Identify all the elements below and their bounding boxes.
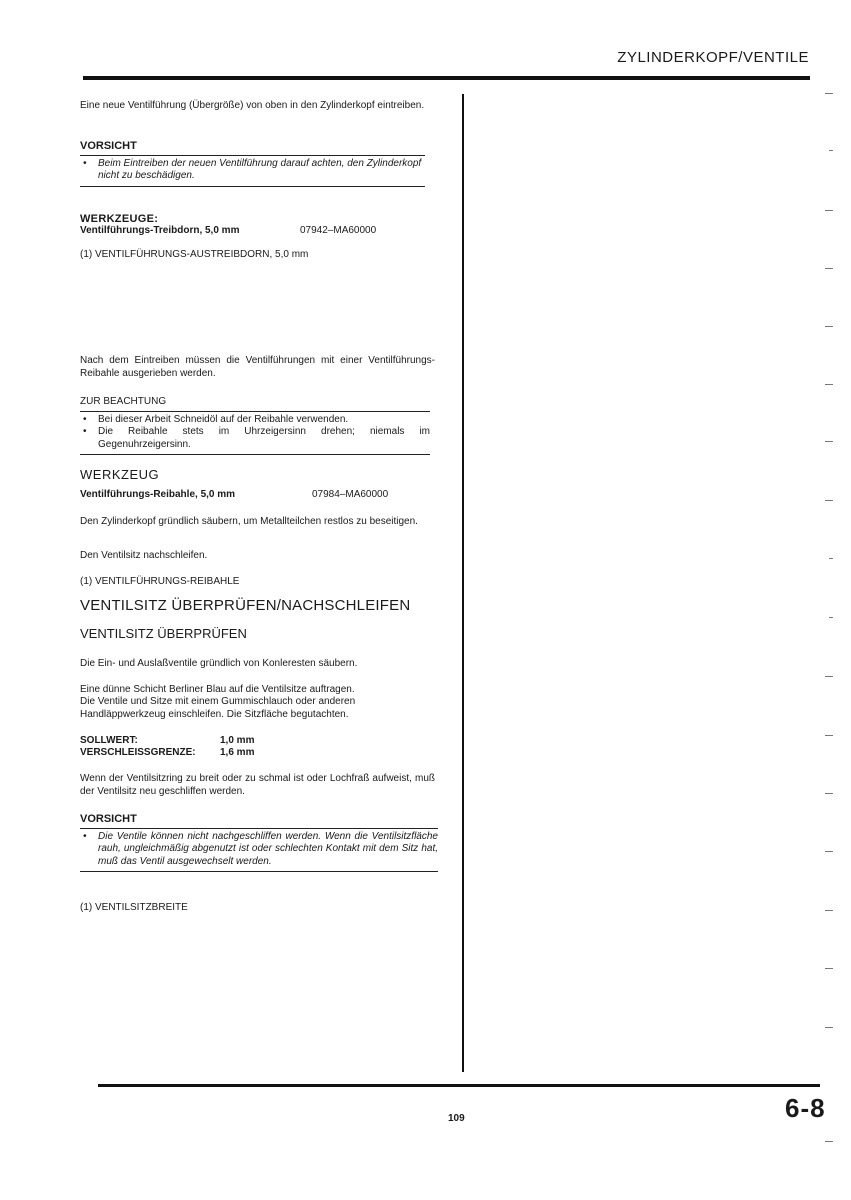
caution-box-1 xyxy=(80,140,425,187)
margin-mark xyxy=(825,500,833,501)
margin-mark xyxy=(825,268,833,269)
spec-standard xyxy=(80,735,435,748)
margin-mark xyxy=(825,210,833,211)
margin-mark xyxy=(825,326,833,327)
margin-mark xyxy=(825,441,833,442)
caution-text: • Beim Eintreiben der neuen Ventilführung darauf achten, den Zylinderkopf nicht zu beschädigen. xyxy=(80,158,425,183)
note-item-1: • Bei dieser Arbeit Schneidöl auf der Reibahle verwenden. xyxy=(80,414,430,427)
margin-mark xyxy=(829,617,833,618)
lap-paragraph: Die Ventile und Sitze mit einem Gummischlauch oder anderen Handläppwerkzeug einschleifen. Die Sitzfläche begutachten. xyxy=(80,696,356,720)
tools-heading: WERKZEUGE: xyxy=(80,213,159,225)
section-title: VENTILSITZ ÜBERPRÜFEN/NACHSCHLEIFEN xyxy=(80,597,411,614)
spec-value: 1,0 mm xyxy=(220,735,255,746)
note-box xyxy=(80,396,430,455)
spec-limit xyxy=(80,747,435,760)
left-column xyxy=(80,0,440,1080)
page-number: 109 xyxy=(448,1113,465,1124)
margin-mark xyxy=(825,910,833,911)
spec-label: SOLLWERT: xyxy=(80,735,138,746)
margin-mark xyxy=(825,1027,833,1028)
tool-heading-2: WERKZEUG xyxy=(80,467,160,482)
margin-mark xyxy=(825,676,833,677)
ream-paragraph: Nach dem Eintreiben müssen die Ventilführungen mit einer Ventilführungs-Reibahle ausgerieben werden. xyxy=(80,355,435,379)
margin-mark xyxy=(825,384,833,385)
tool-part-number: 07942–MA60000 xyxy=(300,225,377,236)
margin-mark xyxy=(825,1141,833,1142)
column-divider xyxy=(462,94,464,1072)
caution-title: VORSICHT xyxy=(80,140,137,152)
footer-rule xyxy=(98,1084,820,1087)
section-subtitle: VENTILSITZ ÜBERPRÜFEN xyxy=(80,626,247,641)
tool-row-1 xyxy=(80,225,435,238)
margin-mark xyxy=(825,851,833,852)
tool-name: Ventilführungs-Treibdorn, 5,0 mm xyxy=(80,225,240,236)
figure-caption-2: (1) VENTILFÜHRUNGS-REIBAHLE xyxy=(80,576,240,587)
margin-mark xyxy=(825,735,833,736)
figure-caption-1: (1) VENTILFÜHRUNGS-AUSTREIBDORN, 5,0 mm xyxy=(80,249,309,260)
spec-value: 1,6 mm xyxy=(220,747,255,758)
caution-text: • Die Ventile können nicht nachgeschliffen werden. Wenn die Ventilsitzfläche rauh, ungleichmäßig abgenutzt ist oder schlechten Kontakt mit dem Sitz hat, muß das Ventil ausgewechselt werden. xyxy=(80,831,438,869)
spec-label: VERSCHLEISSGRENZE: xyxy=(80,747,196,758)
running-header: ZYLINDERKOPF/VENTILE xyxy=(617,49,809,66)
grind-paragraph: Den Ventilsitz nachschleifen. xyxy=(80,550,208,561)
caution-box-2 xyxy=(80,813,438,872)
tool-row-2 xyxy=(80,489,435,502)
note-item-2: • Die Reibahle stets im Uhrzeigersinn drehen; niemals im Gegenuhrzeigersinn. xyxy=(80,426,430,451)
tool-name: Ventilführungs-Reibahle, 5,0 mm xyxy=(80,489,236,500)
caution-title: VORSICHT xyxy=(80,813,137,825)
intro-paragraph: Eine neue Ventilführung (Übergröße) von oben in den Zylinderkopf eintreiben. xyxy=(80,100,425,111)
margin-mark xyxy=(829,150,833,151)
blue-paragraph: Eine dünne Schicht Berliner Blau auf die Ventilsitze auftragen. xyxy=(80,684,355,695)
tool-part-number: 07984–MA60000 xyxy=(312,489,389,500)
margin-mark xyxy=(825,968,833,969)
carbon-paragraph: Die Ein- und Auslaßventile gründlich von Konleresten säubern. xyxy=(80,658,358,669)
margin-mark xyxy=(829,558,833,559)
figure-caption-3: (1) VENTILSITZBREITE xyxy=(80,902,188,913)
section-number: 6-8 xyxy=(785,1093,826,1123)
note-title: ZUR BEACHTUNG xyxy=(80,396,167,407)
clean-paragraph: Den Zylinderkopf gründlich säubern, um Metallteilchen restlos zu beseitigen. xyxy=(80,516,418,527)
margin-mark xyxy=(825,793,833,794)
margin-mark xyxy=(825,93,833,94)
width-paragraph: Wenn der Ventilsitzring zu breit oder zu schmal ist oder Lochfraß aufweist, muß der Ventilsitz neu geschliffen werden. xyxy=(80,773,435,797)
